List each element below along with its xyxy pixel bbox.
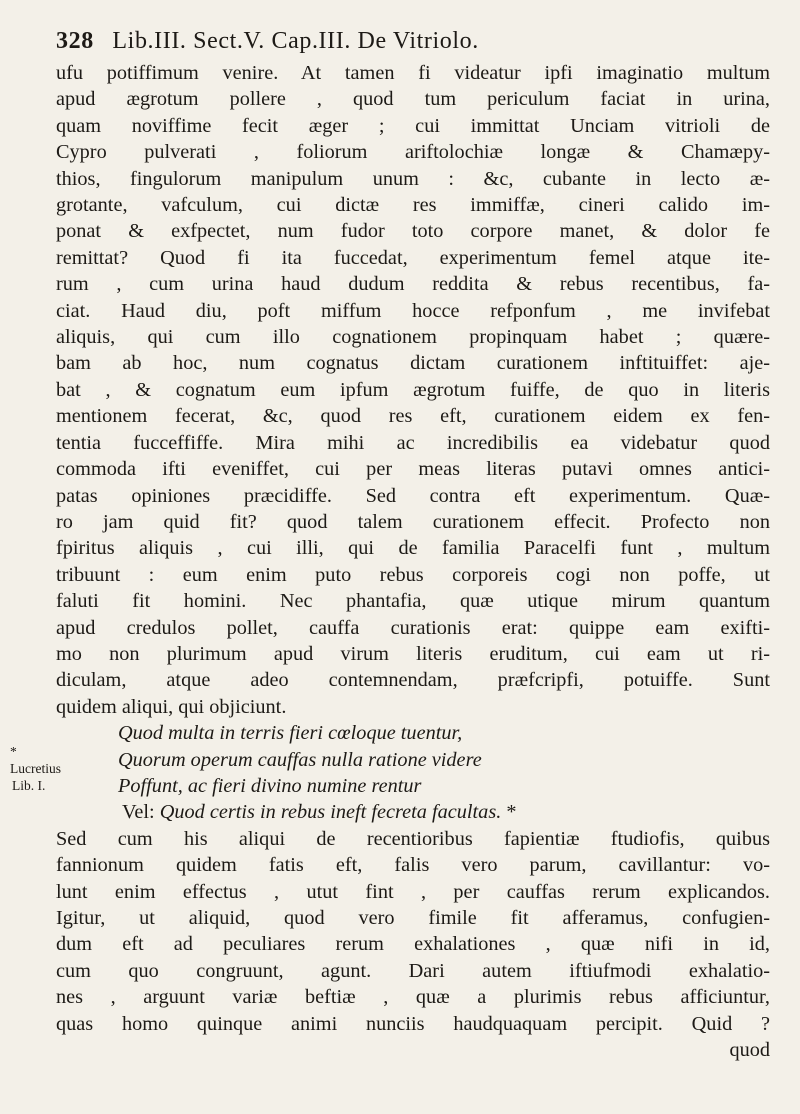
running-title: Lib.III. Sect.V. Cap.III. De Vitriolo.: [112, 28, 479, 54]
text-line: bat , & cognatum eum ipfum ægrotum fuiffe, de quo in literis: [56, 378, 770, 401]
text-line: remittat? Quod fi ita fuccedat, experimentum femel atque ite-: [56, 246, 770, 269]
text-line: Quod multa in terris fieri cœloque tuentur,: [118, 722, 463, 745]
text-line: faluti fit homini. Nec phantafia, quæ utique mirum quantum: [56, 590, 770, 613]
text-line: apud ægrotum pollere , quod tum periculum faciat in urina,: [56, 88, 770, 111]
text-line: ponat & exfpectet, num fudor toto corpore manet, & dolor fe: [56, 220, 770, 243]
text-line: Quorum operum cauffas nulla ratione videre: [118, 748, 482, 771]
text-line: lunt enim effectus , utut fint , per cauffas rerum explicandos.: [56, 880, 770, 903]
text-line: fannionum quidem fatis eft, falis vero parum, cavillantur: vo-: [56, 854, 770, 877]
text-line: patas opiniones præcidiffe. Sed contra eft experimentum. Quæ-: [56, 484, 770, 507]
text-line: ufu potiffimum venire. At tamen fi videatur ipfi imaginatio multum: [56, 62, 770, 84]
text-line: quidem aliqui, qui objiciunt.: [56, 695, 287, 718]
text-line: grotante, vafculum, cui dictæ res immiffæ, cineri calido im-: [56, 194, 770, 217]
text-line: fpiritus aliquis , cui illi, qui de familia Paracelfi funt , multum: [56, 537, 770, 560]
text-line: quas homo quinque animi nunciis haudquaquam percipit. Quid ?: [56, 1012, 770, 1035]
text-line: thios, fingulorum manipulum unum : &c, cubante in lecto æ-: [56, 167, 770, 190]
text-line: aliquis, qui cum illo cognationem propinquam habet ; quære-: [56, 326, 770, 349]
text-line: Sed cum his aliqui de recentioribus fapientiæ ftudiofis, quibus: [56, 827, 770, 850]
text-line: tentia fucceffiffe. Mira mihi ac incredibilis ea videbatur quod: [56, 431, 770, 454]
text-line: dum eft ad peculiares rerum exhalationes , quæ nifi in id,: [56, 933, 770, 956]
text-line: tribuunt : eum enim puto rebus corporeis cogi non poffe, ut: [56, 563, 770, 586]
text-line: mentionem fecerat, &c, quod res eft, curationem eidem ex fen-: [56, 405, 770, 428]
text-line: bam ab hoc, num cognatus dictam curationem inftituiffet: aje-: [56, 352, 770, 375]
text-line: Poffunt, ac fieri divino numine rentur: [118, 774, 422, 797]
text-line: quam noviffime fecit æger ; cui immittat Unciam vitrioli de: [56, 114, 770, 137]
line-prefix: Vel:: [122, 801, 160, 824]
margin-note-book: Lib. I.: [12, 778, 46, 793]
text-line: [56, 799, 770, 825]
text-line: Igitur, ut aliquid, quod vero fimile fit afferamus, confugien-: [56, 907, 770, 929]
margin-note-author: * Lucretius: [10, 744, 61, 776]
text-line: quod: [729, 1039, 770, 1062]
text-line: ro jam quid fit? quod talem curationem effecit. Profecto non: [56, 510, 770, 533]
footnote-marker: *: [501, 801, 517, 824]
margin-note: [10, 743, 60, 794]
text-line: nes , arguunt variæ beftiæ , quæ a plurimis rebus afficiuntur,: [56, 986, 770, 1009]
text-line: rum , cum urina haud dudum reddita & rebus recentibus, fa-: [56, 273, 770, 296]
text-line: commoda ifti eveniffet, cui per meas literas putavi omnes antici-: [56, 458, 770, 481]
verse-quote: Quod certis in rebus ineft fecreta facultas.: [159, 801, 502, 824]
text-line: Cypro pulverati , foliorum ariftolochiæ longæ & Chamæpy-: [56, 141, 770, 164]
page-number: 328: [56, 28, 94, 54]
text-line: apud credulos pollet, cauffa curationis erat: quippe eam exifti-: [56, 616, 770, 639]
text-line: mo non plurimum apud virum literis eruditum, cui eam ut ri-: [56, 642, 770, 665]
text-line: cum quo congruunt, agunt. Dari autem iftiufmodi exhalatio-: [56, 959, 770, 982]
text-line: diculam, atque adeo contemnendam, præfcripfi, potuiffe. Sunt: [56, 669, 770, 692]
text-line: ciat. Haud diu, poft miffum hocce refponfum , me invifebat: [56, 299, 770, 322]
body-text: [56, 60, 770, 1063]
